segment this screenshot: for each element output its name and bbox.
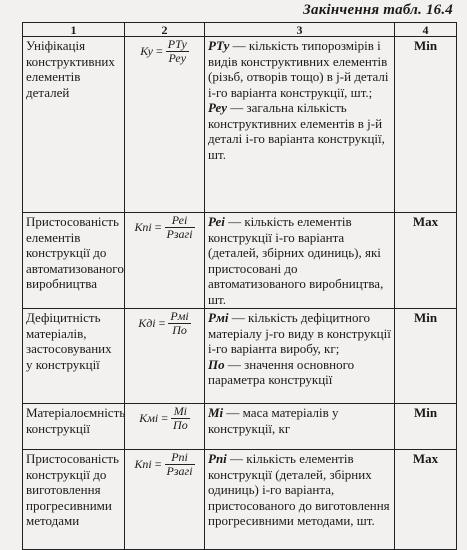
formula-lhs: Кпі bbox=[134, 456, 152, 471]
fraction-numerator: Рпі bbox=[165, 451, 195, 465]
symbol: Рмі bbox=[208, 310, 229, 325]
formula bbox=[134, 451, 194, 478]
symbol: РТу bbox=[208, 38, 230, 53]
formula-lhs: Кпі bbox=[134, 219, 152, 234]
direction-value: Min bbox=[395, 404, 457, 450]
formula bbox=[134, 214, 194, 241]
description-text: — значення основного параметра конструкції bbox=[208, 356, 355, 387]
header-row bbox=[23, 23, 457, 37]
fraction-denominator: По bbox=[172, 323, 187, 337]
fraction-denominator: По bbox=[173, 418, 188, 432]
direction-value: Max bbox=[395, 213, 457, 309]
table-row bbox=[23, 404, 457, 450]
equals-sign: = bbox=[155, 43, 163, 58]
table-row bbox=[23, 213, 457, 309]
description-cell bbox=[205, 404, 395, 450]
description-text: — загальна кількість конструктивних елементів в j-й деталі i-го варіанта конструкції, шт. bbox=[208, 100, 385, 162]
table-row bbox=[23, 309, 457, 404]
formula-cell bbox=[125, 37, 205, 213]
symbol: Рпі bbox=[208, 451, 227, 466]
fraction-numerator: Мі bbox=[171, 405, 190, 419]
description-cell bbox=[205, 450, 395, 550]
description-text: — кількість елементів конструкції i-го варіанта (деталей, збірних одиниць), які пристосовані до автоматизованого виробництва, шт. bbox=[208, 214, 384, 307]
description-text: — кількість типорозмірів і видів конструктивних елементів (різьб, отворів тощо) в j-й деталі i-го варіанта конструкції, шт.; bbox=[208, 38, 389, 100]
fraction bbox=[166, 38, 189, 65]
column-header-2: 2 bbox=[125, 23, 205, 37]
indicator-name: Дефіцитність матеріалів, застосовуваних у конструкції bbox=[23, 309, 125, 404]
column-header-1: 1 bbox=[23, 23, 125, 37]
table-row bbox=[23, 450, 457, 550]
indicator-name: Матеріалоємність конструкції bbox=[23, 404, 125, 450]
formula bbox=[138, 310, 190, 337]
direction-value: Min bbox=[395, 37, 457, 213]
fraction-numerator: Рмі bbox=[170, 309, 189, 323]
indicator-name: Пристосованість конструкції до виготовлення прогресивними методами bbox=[23, 450, 125, 550]
equals-sign: = bbox=[158, 315, 166, 330]
fraction-denominator: Реу bbox=[168, 51, 187, 65]
symbol: По bbox=[208, 356, 225, 372]
fraction bbox=[168, 310, 190, 337]
fraction bbox=[165, 214, 195, 241]
description-cell bbox=[205, 213, 395, 309]
fraction bbox=[165, 451, 195, 478]
fraction-numerator: Реі bbox=[165, 214, 195, 228]
fraction bbox=[171, 405, 190, 432]
formula-cell bbox=[125, 450, 205, 550]
column-header-4: 4 bbox=[395, 23, 457, 37]
formula bbox=[139, 405, 189, 432]
formula-lhs: Ку bbox=[140, 43, 153, 58]
symbol: Мі bbox=[208, 405, 224, 420]
formula bbox=[140, 38, 189, 65]
equals-sign: = bbox=[154, 219, 162, 234]
table-row bbox=[23, 37, 457, 213]
description-text: — кількість елементів конструкції (деталей, збірних одиниць) i-го варіанта, пристосованого до виготовлення прогресивними методами, шт. bbox=[208, 451, 390, 528]
description-cell bbox=[205, 37, 395, 213]
indicators-table bbox=[22, 22, 457, 550]
column-header-3: 3 bbox=[205, 23, 395, 37]
formula-cell bbox=[125, 309, 205, 404]
symbol: Реі bbox=[208, 214, 225, 229]
fraction-denominator: Рзагі bbox=[166, 464, 193, 478]
equals-sign: = bbox=[154, 456, 162, 471]
formula-cell bbox=[125, 213, 205, 309]
description-text: — маса матеріалів у конструкції, кг bbox=[208, 405, 339, 436]
symbol: Реу bbox=[208, 100, 228, 115]
equals-sign: = bbox=[161, 410, 169, 425]
description-cell bbox=[205, 309, 395, 404]
formula-cell bbox=[125, 404, 205, 450]
indicator-name: Пристосованість елементів конструкції до автоматизованого виробництва bbox=[23, 213, 125, 309]
description-text: — кількість дефіцитного матеріалу j-го виду в конструкції i-го варіанта виробу, кг; bbox=[208, 310, 391, 356]
table-caption: Закінчення табл. 16.4 bbox=[303, 2, 453, 18]
formula-lhs: Кмі bbox=[139, 410, 159, 425]
formula-lhs: Кді bbox=[138, 315, 156, 330]
direction-value: Max bbox=[395, 450, 457, 550]
indicator-name: Уніфікація конструктивних елементів деталей bbox=[23, 37, 125, 213]
fraction-denominator: Рзагі bbox=[166, 227, 193, 241]
direction-value: Min bbox=[395, 309, 457, 404]
fraction-numerator: РТу bbox=[167, 37, 187, 51]
